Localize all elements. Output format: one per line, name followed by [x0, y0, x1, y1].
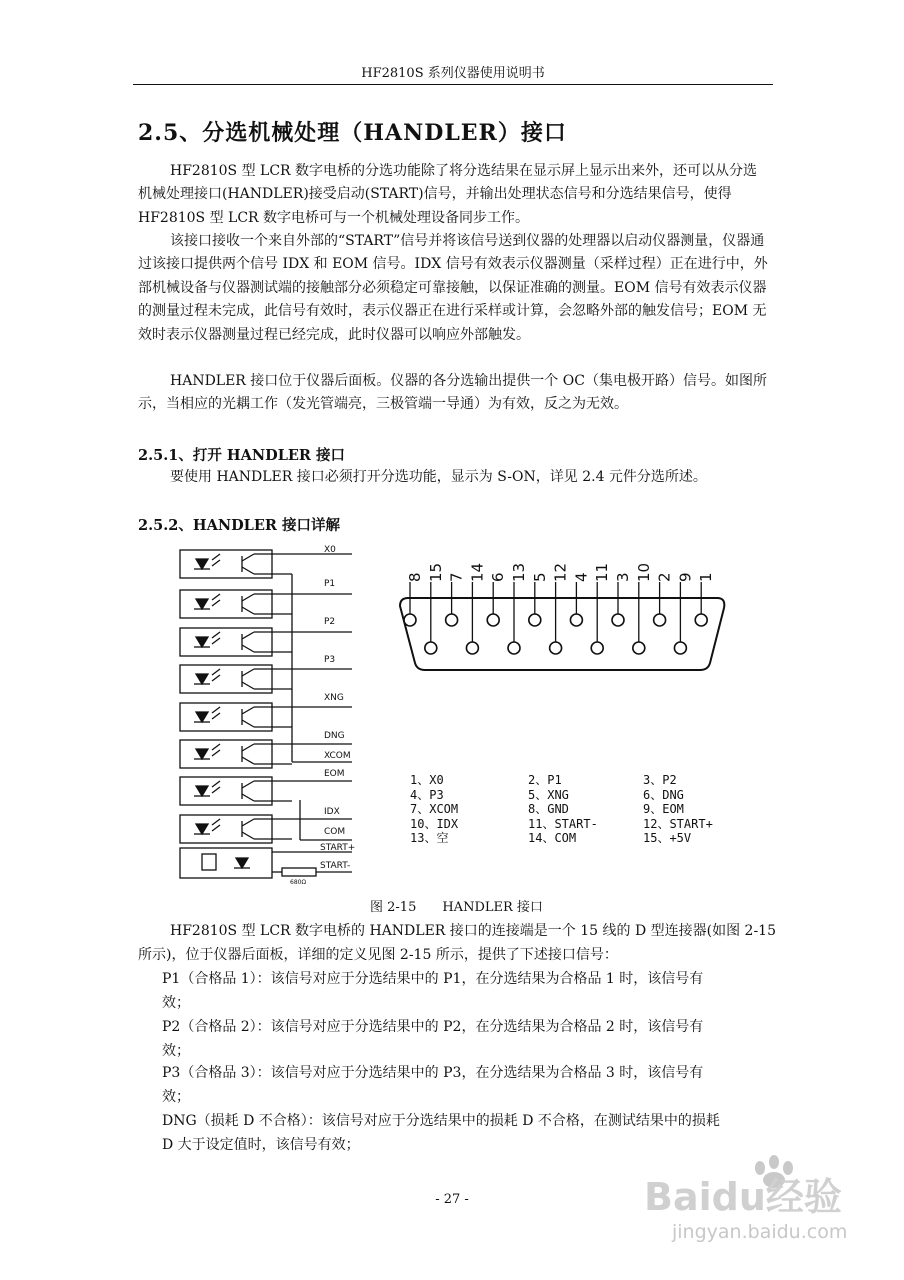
- connector-pin: [550, 642, 562, 654]
- item-p1-line-2: 效；: [162, 995, 190, 1011]
- header-rule: [133, 84, 773, 85]
- resistor-label: 680Ω: [290, 879, 307, 885]
- pin-legend-entry: 3、P2: [643, 773, 677, 787]
- connector-pin-number: 13: [510, 562, 528, 582]
- connector-pin: [404, 614, 416, 626]
- baidu-watermark: [642, 1148, 882, 1252]
- item-dng-line-2: D 大于设定值时，该信号有效；: [162, 1137, 360, 1153]
- connector-shell: [400, 598, 724, 670]
- item-p1-line-1: P1（合格品 1）：该信号对应于分选结果中的 P1，在分选结果为合格品 1 时，该信号有: [162, 971, 704, 987]
- connector-pin-number: 1: [697, 572, 716, 582]
- pin-legend-entry: 12、START+: [643, 816, 713, 831]
- circuit-signal-label: P1: [324, 579, 336, 589]
- connector-pin: [674, 642, 686, 654]
- paragraph-3: HANDLER 接口位于仪器后面板。仪器的各分选输出提供一个 OC（集电极开路）信号。如图所示，当相应的光耦工作（发光管端亮，三极管端一导通）为有效，反之为无效。: [138, 373, 767, 413]
- connector-pin: [591, 642, 603, 654]
- figure-caption: 图 2-15 HANDLER 接口: [370, 900, 543, 915]
- circuit-signal-label: XNG: [324, 693, 344, 703]
- pin-legend-entry: 1、X0: [410, 773, 444, 787]
- connector-pin-number: 10: [634, 562, 653, 582]
- pin-legend-entry: 15、+5V: [643, 831, 692, 846]
- connector-pin: [425, 642, 437, 654]
- circuit-signal-label: XCOM: [324, 751, 351, 761]
- connector-pin: [466, 642, 478, 654]
- after-intro-line-2: 所示)，位于仪器后面板，详细的定义见图 2-15 所示，提供了下述接口信号：: [138, 947, 618, 963]
- pin-legend-entry: 6、DNG: [643, 787, 684, 802]
- paragraph-2: 该接口接收一个来自外部的“START”信号并将该信号送到仪器的处理器以启动仪器测量，仪器通过该接口提供两个信号 IDX 和 EOM 信号。IDX 信号有效表示仪器测量（采样过程）正在进行中，外部机械设备与仪器测试端的接触部分必须稳定可靠接触，以保证准确的测量。EOM 信号有效表示仪器的测量过程未完成，此信号有效时，表示仪器正在进行采样或计算，会忽略外部的触发信号；EOM 无效时表示仪器测量过程已经完成，此时仪器可以响应外部触发。: [138, 233, 768, 343]
- pin-legend-entry: 2、P1: [528, 773, 562, 787]
- running-header: HF2810S 系列仪器使用说明书: [361, 66, 545, 81]
- circuit-signal-label: COM: [324, 827, 346, 837]
- watermark-brand: Baidu经验: [644, 1175, 842, 1219]
- item-p2-line-1: P2（合格品 2）：该信号对应于分选结果中的 P2，在分选结果为合格品 2 时，该信号有: [162, 1019, 704, 1035]
- connector-pin: [695, 614, 707, 626]
- circuit-signal-label: IDX: [324, 807, 340, 817]
- circuit-start-plus-label: START+: [320, 843, 356, 853]
- item-dng-line-1: DNG（损耗 D 不合格）：该信号对应于分选结果中的损耗 D 不合格，在测试结果中的损耗: [162, 1113, 720, 1129]
- pin-legend-entry: 11、START-: [528, 816, 598, 831]
- connector-pin-number: 2: [655, 572, 674, 582]
- connector-pin: [612, 614, 624, 626]
- pin-legend-entry: 13、空: [410, 831, 449, 846]
- connector-pin-number: 12: [551, 562, 570, 582]
- connector-pin: [654, 614, 666, 626]
- page-number: - 27 -: [435, 1192, 469, 1207]
- pin-legend-entry: 7、XCOM: [410, 802, 459, 817]
- circuit-signal-label: P3: [324, 655, 336, 665]
- subsection-text-1: 要使用 HANDLER 接口必须打开分选功能，显示为 S-ON，详见 2.4 元件分选所述。: [170, 469, 707, 485]
- connector-pin: [487, 614, 499, 626]
- handler-circuit-diagram: [172, 540, 362, 885]
- connector-pin-number: 5: [530, 572, 549, 582]
- subsection-title-1: 2.5.1、打开 HANDLER 接口: [138, 447, 346, 464]
- pin-legend-entry: 4、P3: [410, 787, 444, 802]
- item-p2-line-2: 效；: [162, 1043, 190, 1059]
- connector-pin-number: 6: [489, 572, 508, 582]
- connector-pin-number: 8: [406, 572, 424, 582]
- circuit-signal-label: DNG: [324, 731, 345, 741]
- pin-legend-entry: 5、XNG: [528, 787, 569, 802]
- watermark-url: jingyan.baidu.com: [672, 1221, 848, 1243]
- paragraph-1: HF2810S 型 LCR 数字电桥的分选功能除了将分选结果在显示屏上显示出来外，还可以从分选机械处理接口(HANDLER)接受启动(START)信号，并输出处理状态信号和分选结果信号，使得 HF2810S 型 LCR 数字电桥可与一个机械处理设备同步工作。: [138, 163, 758, 226]
- circuit-signal-label: X0: [324, 545, 336, 555]
- circuit-start-minus-label: START-: [320, 861, 351, 871]
- circuit-signal-label: P2: [324, 617, 336, 627]
- pin-legend-entry: 10、IDX: [410, 816, 459, 831]
- pin-legend-entry: 14、COM: [528, 831, 577, 846]
- connector-pin: [508, 642, 520, 654]
- d-sub-connector-diagram: [390, 558, 735, 688]
- pin-legend-entry: 8、GND: [528, 802, 569, 817]
- after-intro-line-1: HF2810S 型 LCR 数字电桥的 HANDLER 接口的连接端是一个 15 线的 D 型连接器(如图 2-15: [170, 923, 776, 939]
- item-p3-line-2: 效；: [162, 1089, 190, 1105]
- connector-pin-number: 15: [426, 562, 445, 582]
- section-title: 2.5、分选机械处理（HANDLER）接口: [138, 120, 567, 146]
- connector-pin-number: 11: [593, 562, 612, 582]
- connector-pin: [633, 642, 645, 654]
- connector-pin: [446, 614, 458, 626]
- connector-pin-number: 3: [614, 572, 632, 582]
- connector-pin-number: 9: [676, 572, 695, 582]
- connector-pin-number: 7: [447, 572, 466, 582]
- connector-pin-number: 14: [468, 562, 487, 582]
- connector-pin: [570, 614, 582, 626]
- subsection-title-2: 2.5.2、HANDLER 接口详解: [138, 517, 340, 534]
- item-p3-line-1: P3（合格品 3）：该信号对应于分选结果中的 P3，在分选结果为合格品 3 时，该信号有: [162, 1065, 704, 1081]
- circuit-signal-label: EOM: [324, 769, 345, 779]
- connector-pin-number: 4: [572, 572, 591, 582]
- connector-pin: [529, 614, 541, 626]
- pin-legend-entry: 9、EOM: [643, 802, 684, 817]
